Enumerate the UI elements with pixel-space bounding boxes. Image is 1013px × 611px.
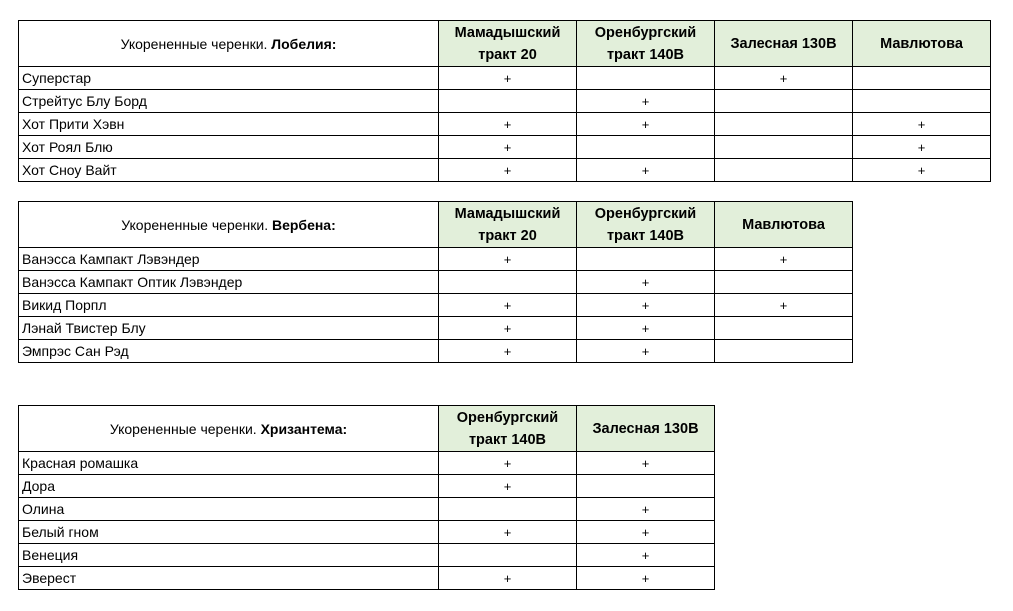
availability-cell: + [577,340,715,363]
table-row [19,159,991,182]
availability-cell: + [439,567,577,590]
availability-cell: + [439,159,577,182]
variety-name: Суперстар [19,67,439,90]
header-row [19,21,991,67]
table-row [19,521,715,544]
column-header: Залесная 130В [715,21,853,67]
availability-cell [439,498,577,521]
variety-name: Дора [19,475,439,498]
title-plant: Вербена: [271,216,336,233]
availability-cell: + [577,452,715,475]
variety-name: Эверест [19,567,439,590]
availability-cell: + [577,317,715,340]
availability-cell [577,475,715,498]
chrysanthemum-table [18,405,715,590]
variety-name: Ванэсса Кампакт Лэвэндер [19,248,439,271]
availability-cell: + [577,567,715,590]
availability-cell: + [439,452,577,475]
table-row [19,294,853,317]
availability-cell: + [439,248,577,271]
lobelia-table [18,20,991,182]
title-prefix: Укорененные черенки. [121,216,272,233]
column-header: Мамадышский тракт 20 [439,202,577,248]
variety-name: Хот Роял Блю [19,136,439,159]
availability-cell [715,159,853,182]
availability-cell [577,248,715,271]
header-row [19,202,853,248]
availability-cell: + [715,67,853,90]
availability-cell [439,90,577,113]
table-row [19,544,715,567]
availability-cell [439,271,577,294]
availability-cell [715,271,853,294]
availability-cell: + [439,340,577,363]
availability-cell: + [577,294,715,317]
table-row [19,452,715,475]
table-row [19,567,715,590]
title-plant: Хризантема: [260,420,348,437]
availability-cell: + [853,159,991,182]
variety-name: Красная ромашка [19,452,439,475]
availability-cell [577,136,715,159]
availability-cell: + [439,113,577,136]
variety-name: Викид Порпл [19,294,439,317]
column-header: Залесная 130В [577,406,715,452]
availability-cell: + [439,475,577,498]
availability-cell [853,90,991,113]
availability-cell [715,340,853,363]
availability-cell [715,317,853,340]
table-row [19,248,853,271]
availability-cell: + [715,248,853,271]
title-prefix: Укорененные черенки. [120,35,272,52]
title-prefix: Укорененные черенки. [109,420,261,437]
column-header: Мавлютова [715,202,853,248]
column-header: Мамадышский тракт 20 [439,21,577,67]
variety-name: Хот Сноу Вайт [19,159,439,182]
table-row [19,475,715,498]
availability-cell [853,67,991,90]
availability-cell [715,136,853,159]
verbena-table [18,201,853,363]
availability-cell [715,90,853,113]
availability-cell: + [439,294,577,317]
variety-name: Лэнай Твистер Блу [19,317,439,340]
table-row [19,90,991,113]
variety-name: Ванэсса Кампакт Оптик Лэвэндер [19,271,439,294]
availability-cell [577,67,715,90]
column-header: Оренбургский тракт 140В [439,406,577,452]
availability-cell: + [853,113,991,136]
variety-name: Хот Прити Хэвн [19,113,439,136]
variety-name: Стрейтус Блу Борд [19,90,439,113]
column-header: Оренбургский тракт 140В [577,21,715,67]
availability-cell [715,113,853,136]
availability-cell: + [439,317,577,340]
column-header: Мавлютова [853,21,991,67]
table-row [19,113,991,136]
table-title [19,406,439,452]
table-row [19,136,991,159]
variety-name: Эмпрэс Сан Рэд [19,340,439,363]
table-row [19,67,991,90]
table-title [19,21,439,67]
table-title [19,202,439,248]
availability-cell: + [853,136,991,159]
variety-name: Олина [19,498,439,521]
availability-cell: + [439,521,577,544]
variety-name: Венеция [19,544,439,567]
availability-cell: + [577,113,715,136]
availability-cell: + [577,271,715,294]
availability-cell: + [577,544,715,567]
availability-cell: + [715,294,853,317]
availability-cell: + [439,136,577,159]
table-row [19,340,853,363]
table-row [19,498,715,521]
availability-cell: + [577,90,715,113]
availability-cell [439,544,577,567]
column-header: Оренбургский тракт 140В [577,202,715,248]
availability-cell: + [577,521,715,544]
table-row [19,271,853,294]
availability-cell: + [577,498,715,521]
title-plant: Лобелия: [271,35,337,52]
header-row [19,406,715,452]
table-row [19,317,853,340]
variety-name: Белый гном [19,521,439,544]
availability-cell: + [577,159,715,182]
availability-cell: + [439,67,577,90]
